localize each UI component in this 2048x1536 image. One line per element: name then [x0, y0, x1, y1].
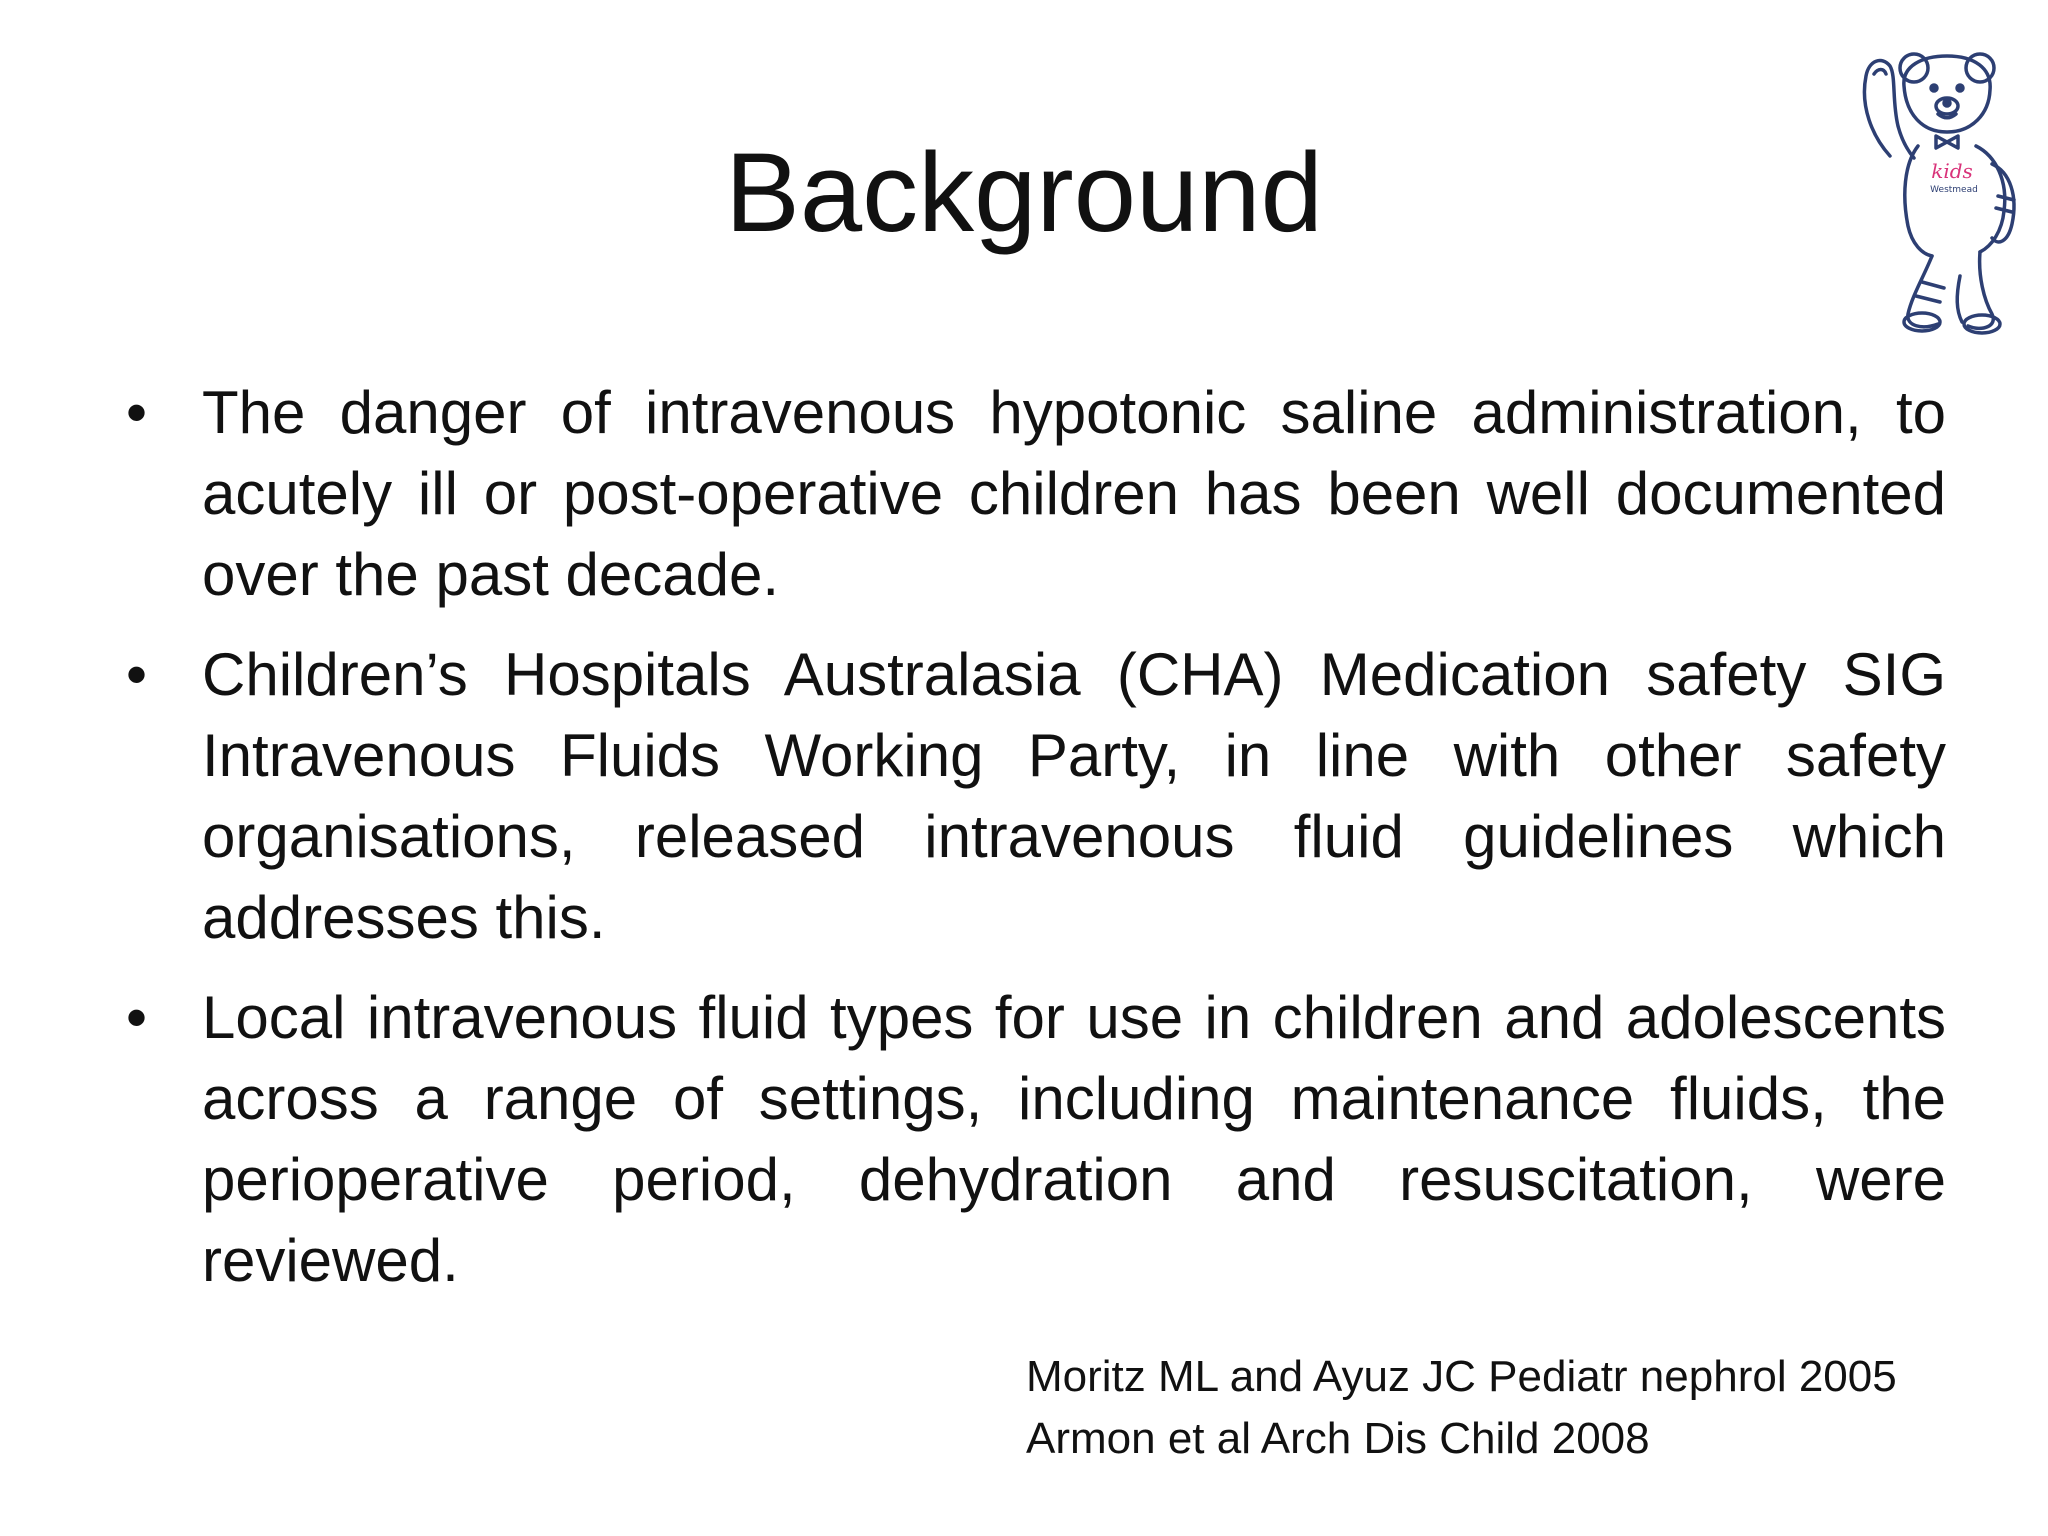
bullet-item [118, 977, 1946, 1301]
reference-item: Moritz ML and Ayuz JC Pediatr nephrol 2005 [1026, 1352, 1897, 1401]
bullet-list [118, 372, 1946, 1320]
bullet-text: Children’s Hospitals Australasia (CHA) Medication safety SIG Intravenous Fluids Working Party, in line with other safety organisations, released intravenous fluid guidelines which addresses this. [202, 641, 1946, 951]
slide-title: Background [725, 130, 1323, 255]
teddy-bear-logo-icon [1852, 46, 2022, 336]
bullet-item [118, 634, 1946, 958]
bullet-item [118, 372, 1946, 615]
references [1026, 1346, 2026, 1470]
reference-item: Armon et al Arch Dis Child 2008 [1026, 1414, 1650, 1463]
logo-kids-text: kids [1931, 159, 1973, 183]
bullet-marker: • [126, 641, 148, 708]
bullet-marker: • [126, 984, 148, 1051]
bullet-text: Local intravenous fluid types for use in children and adolescents across a range of settings, including maintenance fluids, the perioperative period, dehydration and resuscitation, were reviewed. [202, 984, 1946, 1294]
bullet-text: The danger of intravenous hypotonic saline administration, to acutely ill or post-operative children has been well documented over the past decade. [202, 379, 1946, 608]
bullet-marker: • [126, 379, 148, 446]
logo-westmead-text: Westmead [1930, 185, 1978, 195]
